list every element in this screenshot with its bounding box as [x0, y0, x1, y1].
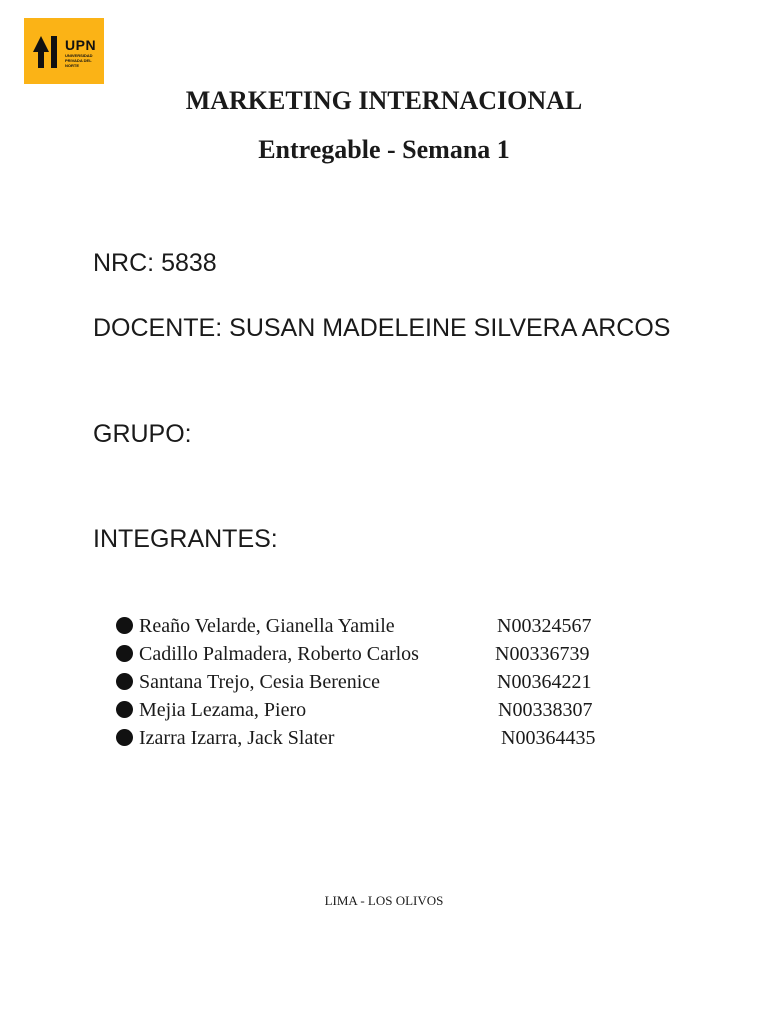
nrc-field — [93, 246, 693, 281]
logo-brand: UPN — [65, 37, 97, 53]
bullet-icon — [116, 617, 133, 634]
member-name: Reaño Velarde, Gianella Yamile — [139, 615, 395, 637]
integrantes-label: INTEGRANTES: — [93, 525, 278, 553]
member-code: N00364221 — [497, 671, 592, 693]
bullet-icon — [116, 645, 133, 662]
bullet-icon — [116, 729, 133, 746]
member-name: Izarra Izarra, Jack Slater — [139, 727, 335, 749]
member-name: Santana Trejo, Cesia Berenice — [139, 671, 381, 693]
nrc-label: NRC: — [93, 249, 155, 277]
members-list — [116, 612, 596, 752]
docente-field — [93, 311, 693, 346]
upn-arrow-icon — [24, 18, 64, 84]
footer-location: LIMA - LOS OLIVOS — [324, 893, 444, 908]
list-item — [116, 724, 596, 752]
nrc-value: 5838 — [161, 249, 217, 277]
member-code: N00324567 — [497, 615, 592, 637]
list-item — [116, 668, 592, 696]
list-item — [116, 696, 593, 724]
bullet-icon — [116, 673, 133, 690]
grupo-field — [93, 417, 693, 452]
member-name: Mejia Lezama, Piero — [139, 699, 307, 721]
member-code: N00338307 — [498, 699, 593, 721]
member-name: Cadillo Palmadera, Roberto Carlos — [139, 643, 419, 665]
member-code: N00364435 — [501, 727, 596, 749]
grupo-label: GRUPO: — [93, 420, 192, 448]
bullet-icon — [116, 701, 133, 718]
list-item — [116, 640, 590, 668]
course-title: MARKETING INTERNACIONAL — [185, 86, 583, 115]
docente-label: DOCENTE: — [93, 314, 223, 342]
upn-logo — [24, 18, 104, 84]
deliverable-title: Entregable - Semana 1 — [258, 135, 510, 164]
member-code: N00336739 — [495, 643, 590, 665]
list-item — [116, 612, 592, 640]
logo-subtitle: UNIVERSIDAD PRIVADA DEL NORTE — [65, 53, 93, 68]
docente-value: SUSAN MADELEINE SILVERA ARCOS — [229, 314, 671, 342]
